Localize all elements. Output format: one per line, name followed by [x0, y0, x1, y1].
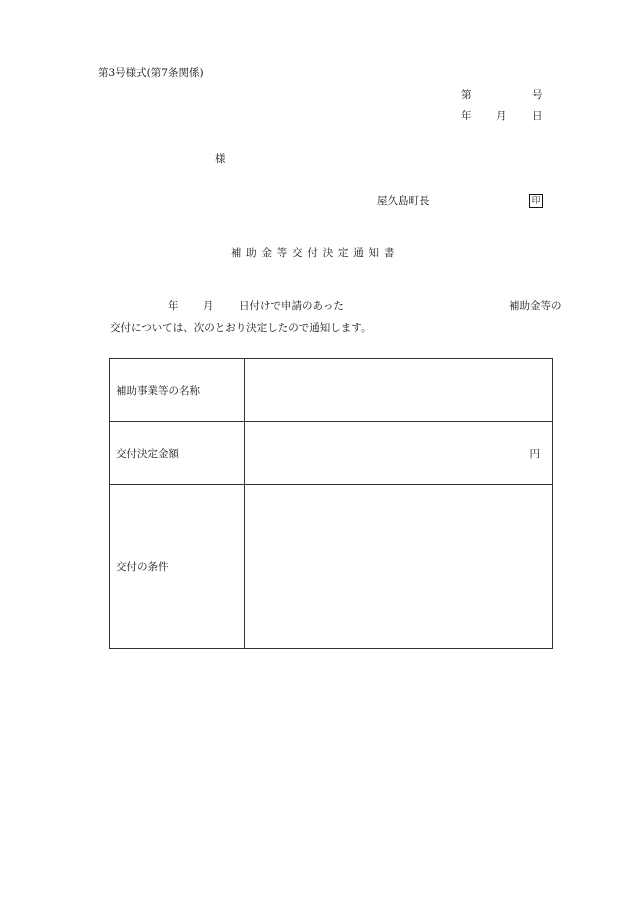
- grant-amount-field[interactable]: [245, 422, 553, 485]
- conditions-label: 交付の条件: [110, 485, 245, 649]
- document-number-prefix: 第: [461, 89, 472, 101]
- table-row: [110, 485, 553, 649]
- body-text-application: 日付けで申請のあった: [239, 300, 344, 312]
- form-number-label: 第3号様式(第7条関係): [98, 67, 204, 79]
- issuer-title: 屋久島町長: [377, 195, 430, 207]
- decision-table: [109, 358, 553, 649]
- table-row: [110, 422, 553, 485]
- document-number-suffix: 号: [532, 89, 543, 101]
- recipient-honorific: 様: [215, 153, 226, 165]
- body-month-label: 月: [203, 300, 214, 312]
- date-year-label: 年: [461, 110, 472, 122]
- seal-mark: 印: [529, 194, 543, 208]
- date-month-label: 月: [496, 110, 507, 122]
- project-name-label: 補助事業等の名称: [110, 359, 245, 422]
- body-text-notice: 交付については、次のとおり決定したので通知します。: [110, 322, 372, 334]
- table-row: [110, 359, 553, 422]
- body-text-subsidy: 補助金等の: [509, 300, 562, 312]
- conditions-field[interactable]: [245, 485, 553, 649]
- grant-amount-label: 交付決定金額: [110, 422, 245, 485]
- date-day-label: 日: [532, 110, 543, 122]
- yen-unit: 円: [529, 447, 540, 460]
- body-year-label: 年: [168, 300, 179, 312]
- project-name-field[interactable]: [245, 359, 553, 422]
- document-title: 補助金等交付決定通知書: [230, 247, 400, 259]
